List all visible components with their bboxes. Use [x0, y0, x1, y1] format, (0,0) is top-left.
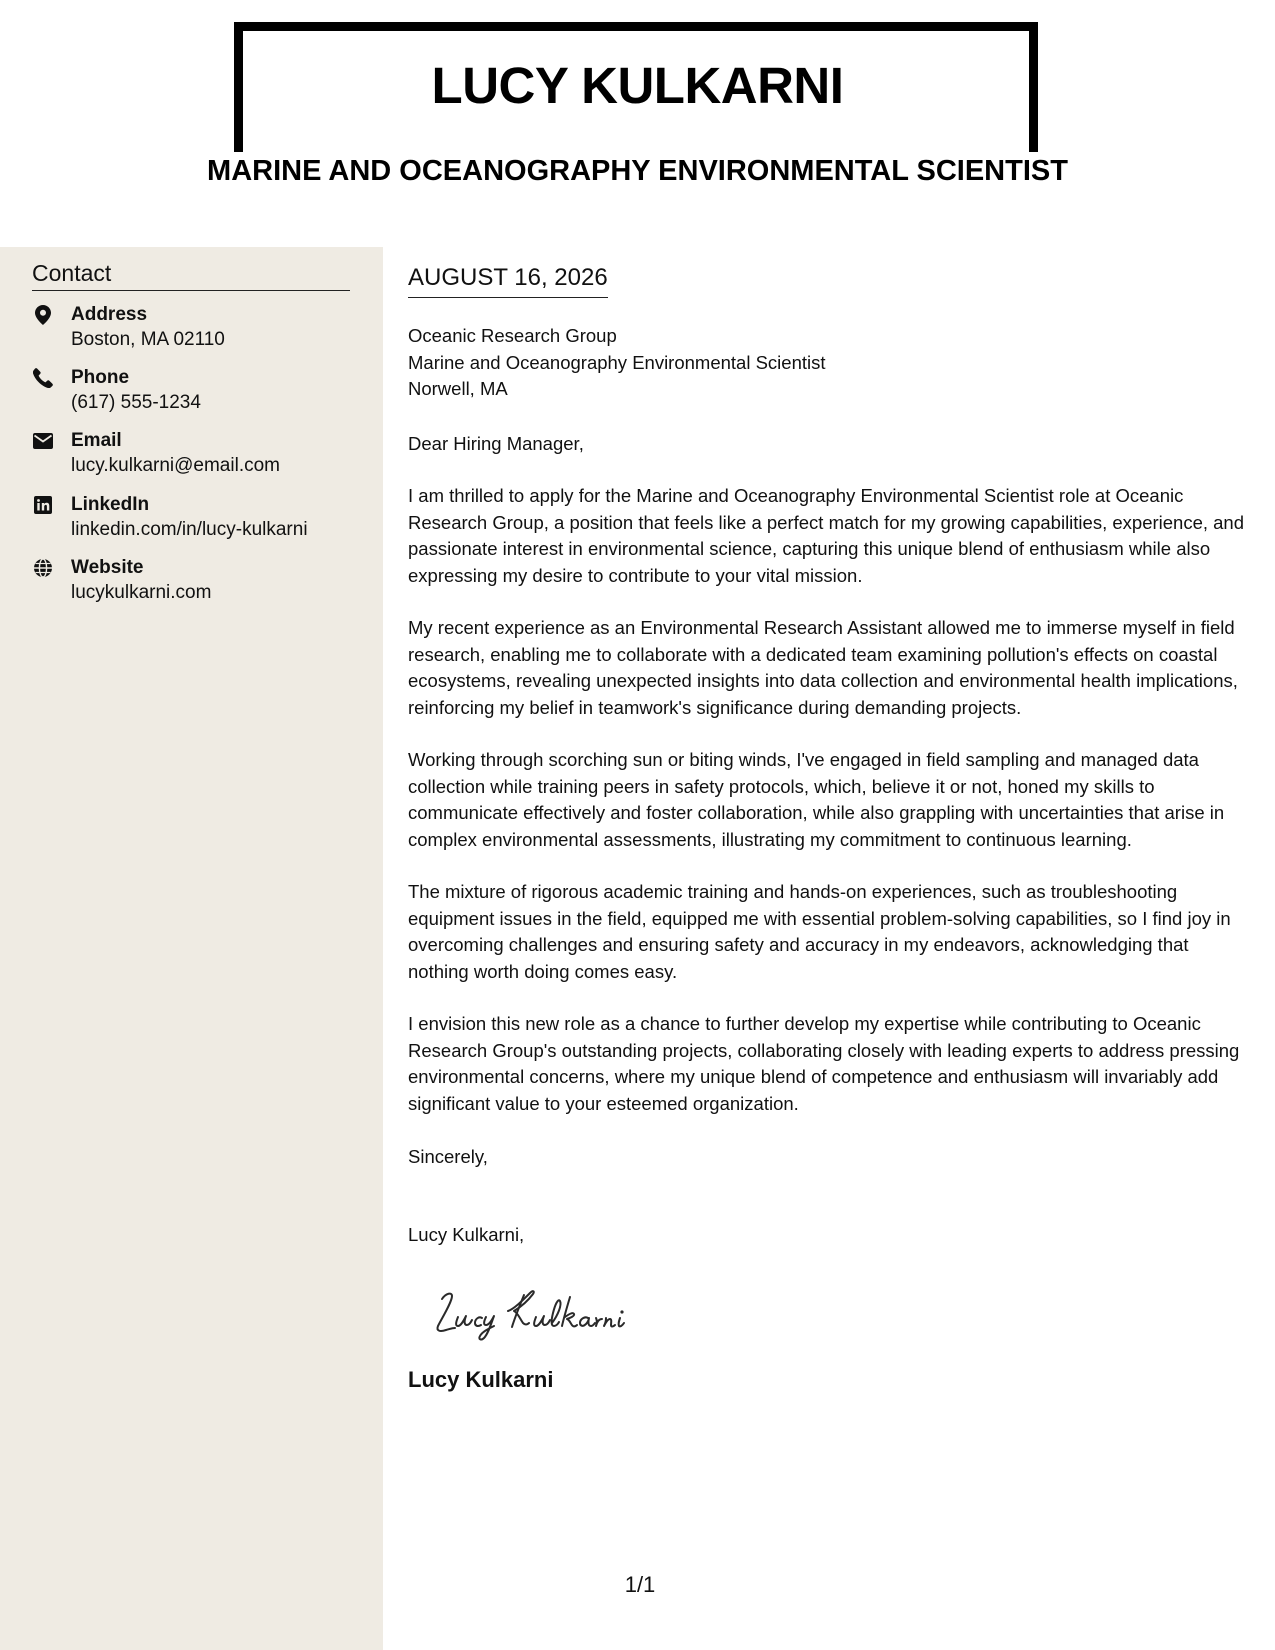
email-label: Email — [71, 430, 122, 451]
linkedin-label: LinkedIn — [71, 494, 150, 515]
phone-label: Phone — [71, 367, 130, 388]
letter-paragraph: Working through scorching sun or biting winds, I've engaged in field sampling and managed data collection while training peers in safety protocols, which, believe it or not, honed my skills to communicate effectively and foster collaboration, while also grappling with uncertainties that arise in complex environmental assessments, illustrating my commitment to continuous learning. — [408, 749, 1225, 850]
globe-icon — [32, 557, 54, 579]
salutation: Dear Hiring Manager, — [408, 433, 584, 454]
linkedin-icon — [32, 494, 54, 516]
linkedin-value[interactable]: linkedin.com/in/lucy-kulkarni — [71, 519, 308, 540]
map-pin-icon — [32, 304, 54, 326]
envelope-icon — [32, 430, 54, 452]
recipient-block — [408, 323, 826, 403]
closing: Sincerely, — [408, 1146, 488, 1167]
contact-sidebar — [0, 247, 383, 1650]
letter-date: AUGUST 16, 2026 — [408, 265, 608, 298]
address-label: Address — [71, 304, 148, 325]
job-title: MARINE AND OCEANOGRAPHY ENVIRONMENTAL SCIENTIST — [207, 155, 1068, 187]
letter-paragraph: The mixture of rigorous academic training and hands-on experiences, such as troubleshooting equipment issues in the field, equipped me with essential problem-solving capabilities, so I find joy in overcoming challenges and ensuring safety and accuracy in my endeavors, acknowledging that nothing worth doing comes easy. — [408, 881, 1231, 982]
signature-image — [420, 1277, 680, 1347]
typed-name: Lucy Kulkarni — [408, 1367, 554, 1392]
email-value[interactable]: lucy.kulkarni@email.com — [71, 455, 280, 476]
address-value: Boston, MA 02110 — [71, 329, 225, 350]
applicant-name: LUCY KULKARNI — [431, 57, 844, 114]
website-label: Website — [71, 557, 144, 578]
letter-paragraph: My recent experience as an Environmental Research Assistant allowed me to immerse myself in field research, enabling me to collaborate with a dedicated team examining pollution's effects on coastal ecosystems, revealing unexpected insights into data collection and environmental health implications, reinforcing my belief in teamwork's significance during demanding projects. — [408, 617, 1238, 718]
contact-heading: Contact — [32, 261, 350, 291]
letter-paragraph: I envision this new role as a chance to further develop my expertise while contributing to Oceanic Research Group's outstanding projects, collaborating closely with leading experts to address pressing environmental concerns, where my unique blend of competence and enthusiasm will invariably add significant value to your esteemed organization. — [408, 1013, 1240, 1114]
letter-paragraph: I am thrilled to apply for the Marine and Oceanography Environmental Scientist role at Oceanic Research Group, a position that feels like a perfect match for my growing capabilities, experience, and passionate interest in environmental science, capturing this unique blend of enthusiasm while also expressing my desire to contribute to your vital mission. — [408, 485, 1245, 586]
recipient-location: Norwell, MA — [408, 378, 508, 399]
phone-icon — [32, 367, 54, 389]
website-value[interactable]: lucykulkarni.com — [71, 582, 212, 603]
phone-value: (617) 555-1234 — [71, 392, 201, 413]
signoff-name: Lucy Kulkarni, — [408, 1224, 525, 1245]
recipient-position: Marine and Oceanography Environmental Scientist — [408, 351, 826, 373]
page-number: 1/1 — [624, 1572, 656, 1597]
recipient-company: Oceanic Research Group — [408, 325, 617, 346]
